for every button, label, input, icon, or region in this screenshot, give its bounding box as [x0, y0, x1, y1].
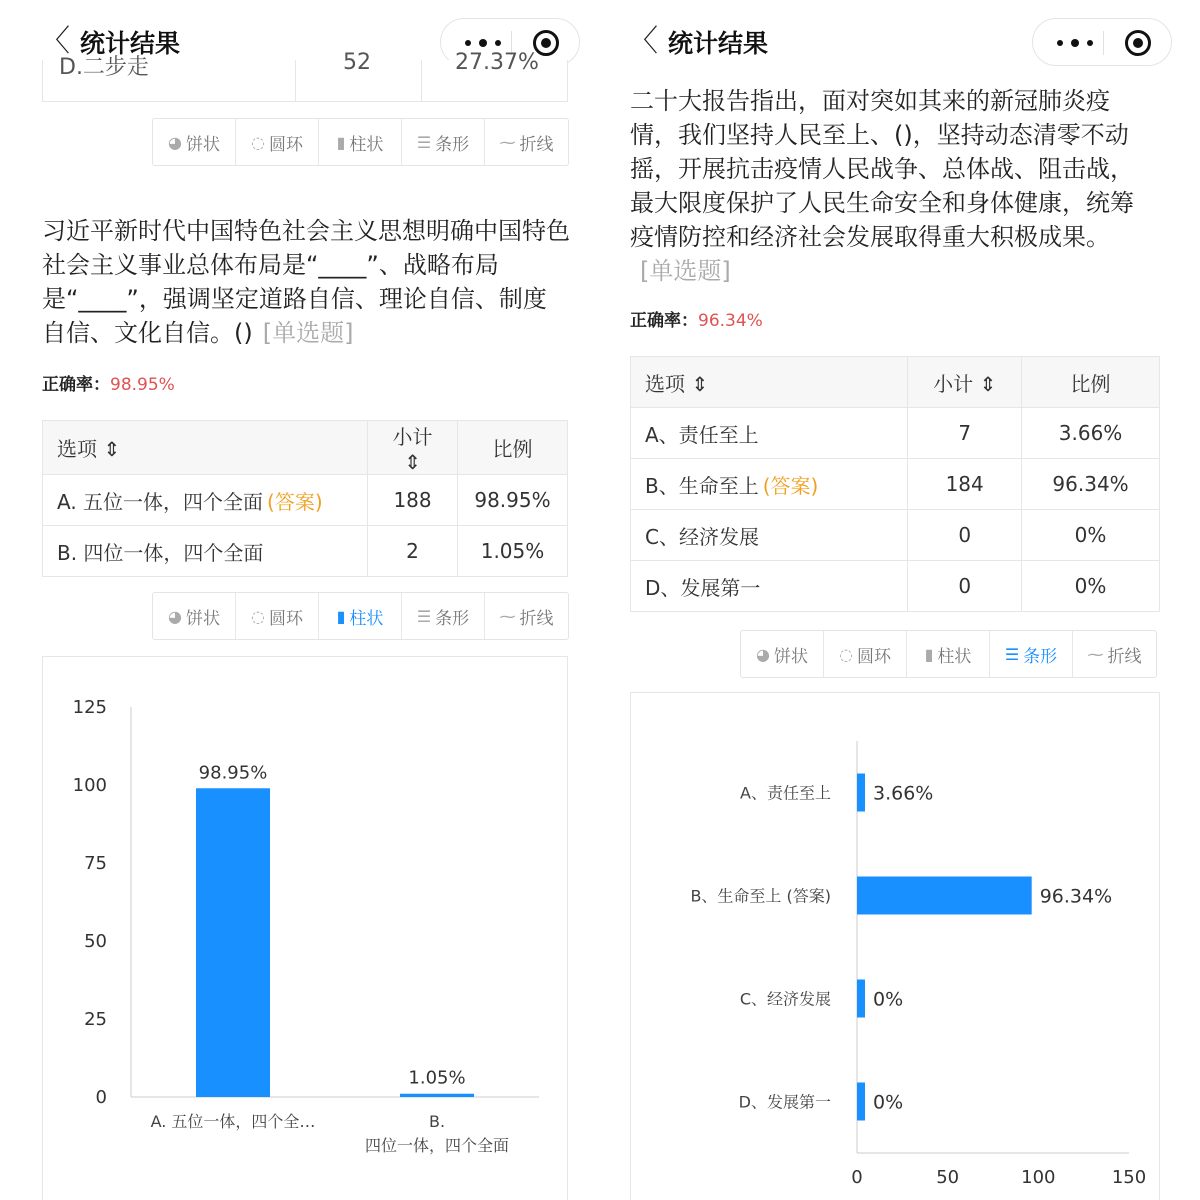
x-tick-label: 150 — [1111, 1167, 1147, 1188]
column-bar — [196, 788, 270, 1097]
y-tick-label: 75 — [84, 853, 107, 874]
tab-column[interactable] — [319, 593, 402, 639]
bar-chart-icon: ☰ — [1004, 644, 1020, 664]
close-target-icon[interactable] — [1125, 30, 1151, 56]
tab-bar[interactable] — [402, 119, 485, 165]
y-category-label: D、发展第一 — [738, 1092, 831, 1112]
back-arrow-icon[interactable]: 〈 — [628, 24, 658, 59]
ratio-cell: 96.34% — [1022, 459, 1160, 510]
accuracy-rate: 正确率：98.95% — [42, 375, 175, 395]
x-category-label: A. 五位一体，四个全… — [150, 1112, 316, 1131]
tab-label: 饼状 — [773, 646, 808, 667]
x-tick-label: 0 — [851, 1167, 863, 1188]
tab-label: 圆环 — [856, 646, 891, 667]
column-chart-icon: ▮ — [336, 132, 346, 152]
tab-label: 折线 — [519, 134, 554, 155]
tab-pie[interactable] — [741, 631, 824, 677]
donut-chart-icon: ◌ — [251, 132, 265, 152]
tab-line[interactable] — [1073, 631, 1156, 677]
bar-chart-svg — [631, 693, 1161, 1200]
line-chart-icon: ⁓ — [1087, 644, 1104, 664]
y-tick-label: 25 — [84, 1009, 107, 1030]
y-category-label: C、经济发展 — [739, 989, 831, 1009]
column-chart-icon: ▮ — [336, 606, 346, 626]
ratio-cell: 98.95% — [458, 475, 568, 526]
ratio-cell: 3.66% — [1022, 408, 1160, 459]
right-panel — [600, 0, 1200, 1200]
mini-program-capsule — [1032, 18, 1172, 66]
tab-label: 条形 — [435, 134, 470, 155]
tab-label: 柱状 — [349, 134, 384, 155]
table-row — [43, 475, 568, 526]
count-cell: 0 — [908, 510, 1022, 561]
column-chart-svg — [43, 657, 569, 1200]
col-header-ratio: 比例 — [458, 421, 568, 475]
donut-chart-icon: ◌ — [251, 606, 265, 626]
stats-table — [630, 356, 1160, 612]
option-label: B. 四位一体，四个全面 — [57, 540, 264, 565]
pie-chart-icon: ◕ — [168, 606, 182, 626]
tab-label: 饼状 — [185, 608, 220, 629]
column-bar — [400, 1094, 474, 1097]
col-header-count[interactable]: 小计 ⇕ — [908, 357, 1022, 408]
bar-chart-icon: ☰ — [416, 132, 432, 152]
tab-pie[interactable] — [153, 119, 236, 165]
question-text: 习近平新时代中国特色社会主义思想明确中国特色社会主义事业总体布局是“____”、战略布局是“____”，强调坚定道路自信、理论自信、制度自信、文化自信。() [单选题] — [42, 217, 570, 347]
tab-pie[interactable] — [153, 593, 236, 639]
y-tick-label: 125 — [72, 697, 107, 718]
data-label: 98.95% — [198, 762, 268, 784]
data-label: 0% — [873, 1091, 904, 1114]
tab-label: 条形 — [1023, 646, 1058, 667]
tab-bar[interactable] — [402, 593, 485, 639]
y-category-label: A、责任至上 — [740, 783, 831, 803]
tab-label: 圆环 — [268, 134, 303, 155]
chart-type-tabs — [152, 118, 569, 166]
x-category-label: B. — [428, 1112, 446, 1131]
accuracy-value: 98.95% — [110, 375, 175, 395]
chart-type-tabs — [740, 630, 1157, 678]
count-cell: 184 — [908, 459, 1022, 510]
data-label: 96.34% — [1039, 885, 1113, 908]
ratio-cell: 0% — [1022, 561, 1160, 612]
chart-type-tabs — [152, 592, 569, 640]
horizontal-bar — [857, 877, 1032, 915]
tab-line[interactable] — [485, 119, 568, 165]
x-category-label: 四位一体，四个全面 — [364, 1136, 510, 1155]
more-icon[interactable] — [1051, 27, 1101, 57]
line-chart-icon: ⁓ — [499, 606, 516, 626]
tab-column[interactable] — [907, 631, 990, 677]
question-type-tag: [单选题] — [262, 319, 354, 347]
accuracy-rate: 正确率：96.34% — [630, 311, 763, 331]
horizontal-bar — [857, 774, 865, 812]
y-tick-label: 50 — [84, 931, 107, 952]
table-row — [43, 526, 568, 577]
option-label: B、生命至上 — [645, 473, 759, 498]
tab-column[interactable] — [319, 119, 402, 165]
horizontal-bar — [857, 980, 865, 1018]
horizontal-bar — [857, 1083, 865, 1121]
bar-chart — [630, 692, 1160, 1200]
question-type-tag: [单选题] — [640, 257, 731, 285]
tab-label: 饼状 — [185, 134, 220, 155]
table-row — [631, 510, 1160, 561]
tab-label: 柱状 — [937, 646, 972, 667]
page-title: 统计结果 — [80, 29, 181, 58]
column-chart — [42, 656, 568, 1200]
tab-label: 折线 — [519, 608, 554, 629]
back-arrow-icon[interactable]: 〈 — [40, 24, 70, 59]
tab-label: 条形 — [435, 608, 470, 629]
tab-line[interactable] — [485, 593, 568, 639]
tab-label: 圆环 — [268, 608, 303, 629]
count-cell: 2 — [368, 526, 458, 577]
answer-tag: (答案) — [267, 489, 323, 514]
accuracy-value: 96.34% — [698, 311, 763, 331]
prev-row-option: D.二步走 — [59, 55, 149, 80]
count-cell: 0 — [908, 561, 1022, 612]
ratio-cell: 0% — [1022, 510, 1160, 561]
count-cell: 7 — [908, 408, 1022, 459]
answer-tag: (答案) — [762, 473, 819, 498]
stats-table — [42, 420, 568, 577]
option-label: D、发展第一 — [631, 561, 908, 612]
prev-row-count: 52 — [343, 50, 371, 75]
prev-row-ratio: 27.37% — [455, 50, 539, 75]
count-cell: 188 — [368, 475, 458, 526]
x-tick-label: 50 — [936, 1167, 960, 1188]
table-row — [631, 459, 1160, 510]
data-label: 3.66% — [873, 782, 934, 805]
tab-label: 折线 — [1107, 646, 1142, 667]
option-label: C、经济发展 — [631, 510, 908, 561]
col-header-option[interactable]: 选项 ⇕ — [631, 357, 908, 408]
data-label: 0% — [873, 988, 904, 1011]
nav-bar — [600, 18, 1200, 70]
option-label: A、责任至上 — [631, 408, 908, 459]
col-header-ratio: 比例 — [1022, 357, 1160, 408]
ratio-cell: 1.05% — [458, 526, 568, 577]
previous-table-row — [42, 50, 568, 102]
column-chart-icon: ▮ — [924, 644, 934, 664]
tab-bar[interactable] — [990, 631, 1073, 677]
bar-chart-icon: ☰ — [416, 606, 432, 626]
table-row — [631, 408, 1160, 459]
col-header-option[interactable]: 选项 ⇕ — [43, 421, 368, 475]
col-header-count[interactable]: 小计 ⇕ — [368, 421, 458, 475]
y-tick-label: 0 — [95, 1087, 107, 1108]
page-title: 统计结果 — [668, 29, 769, 58]
tab-donut[interactable] — [236, 593, 319, 639]
tab-donut[interactable] — [236, 119, 319, 165]
pie-chart-icon: ◕ — [168, 132, 182, 152]
x-tick-label: 100 — [1021, 1167, 1056, 1188]
y-category-label: B、生命至上 (答案) — [690, 886, 831, 906]
pie-chart-icon: ◕ — [756, 644, 770, 664]
tab-donut[interactable] — [824, 631, 907, 677]
line-chart-icon: ⁓ — [499, 132, 516, 152]
option-label: A. 五位一体，四个全面 — [57, 489, 264, 514]
donut-chart-icon: ◌ — [839, 644, 853, 664]
data-label: 1.05% — [408, 1067, 466, 1089]
y-tick-label: 100 — [72, 775, 107, 796]
tab-label: 柱状 — [349, 608, 384, 629]
table-row — [631, 561, 1160, 612]
question-text: 二十大报告指出，面对突如其来的新冠肺炎疫情，我们坚持人民至上、()，坚持动态清零不动摇，开展抗击疫情人民战争、总体战、阻击战，最大限度保护了人民生命安全和身体健康，统筹疫情防控和经济社会发展取得重大积极成果。[单选题] — [630, 87, 1134, 285]
